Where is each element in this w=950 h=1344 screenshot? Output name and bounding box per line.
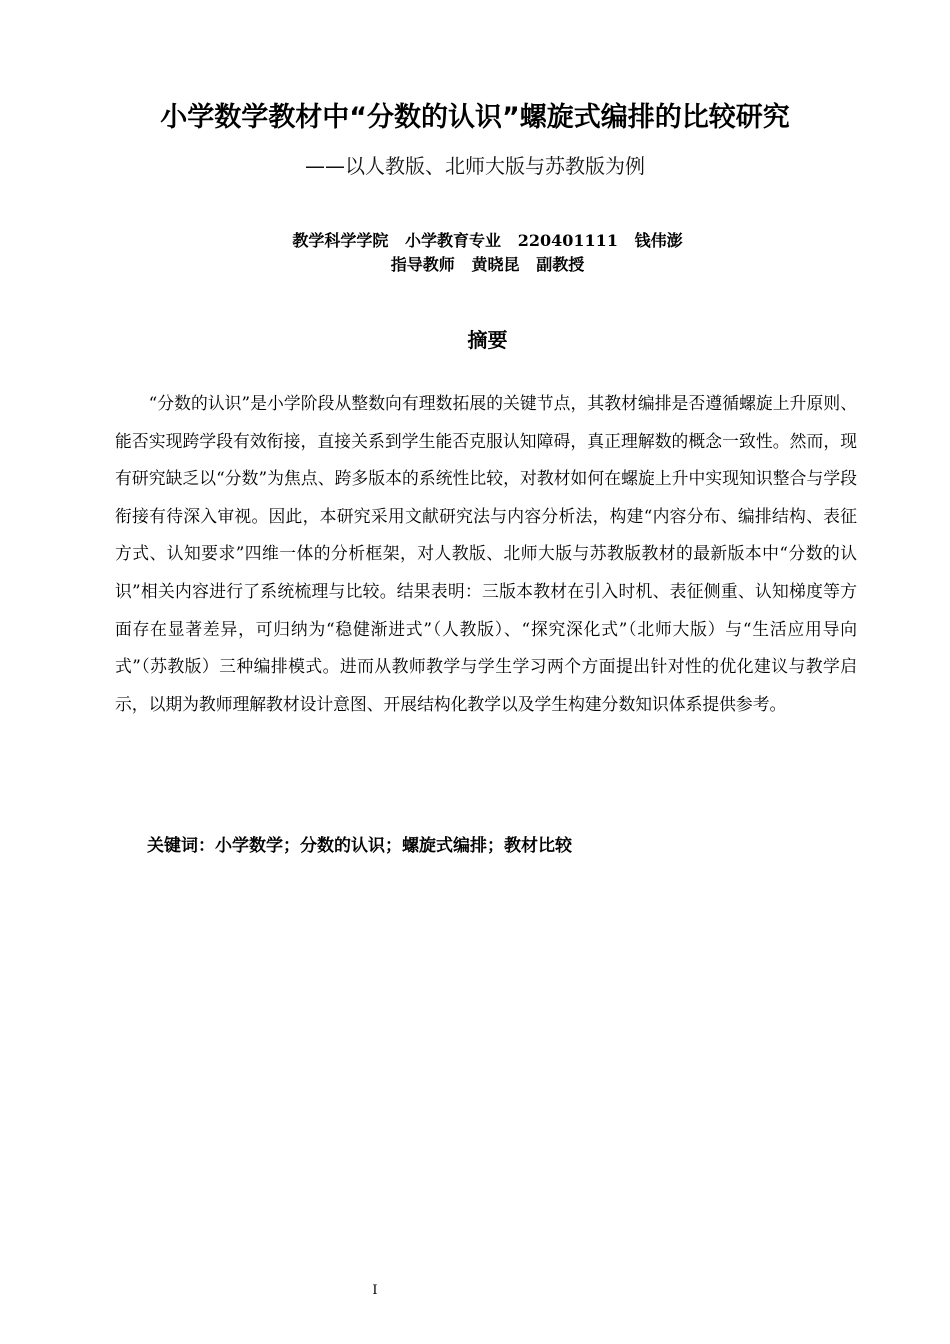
abstract-heading: 摘要: [467, 328, 508, 352]
paper-subtitle: ——以人教版、北师大版与苏教版为例: [305, 154, 645, 178]
keywords: 关键词：小学数学；分数的认识；螺旋式编排；教材比较: [147, 836, 572, 856]
advisor-info: 指导教师 黄晓昆 副教授: [390, 255, 585, 274]
abstract-body: “分数的认识”是小学阶段从整数向有理数拓展的关键节点，其教材编排是否遵循螺旋上升原则、能否实现跨学段有效衔接，直接关系到学生能否克服认知障碍，真正理解数的概念一致性。然而，现有研究缺乏以“分数”为焦点、跨多版本的系统性比较，对教材如何在螺旋上升中实现知识整合与学段衔接有待深入审视。因此，本研究采用文献研究法与内容分析法，构建“内容分布、编排结构、表征方式、认知要求”四维一体的分析框架，对人教版、北师大版与苏教版教材的最新版本中“分数的认识”相关内容进行了系统梳理与比较。结果表明：三版本教材在引入时机、表征侧重、认知梯度等方面存在显著差异，可归纳为“稳健渐进式”（人教版）、“探究深化式”（北师大版）与“生活应用导向式”（苏教版）三种编排模式。进而从教师教学与学生学习两个方面提出针对性的优化建议与教学启示，以期为教师理解教材设计意图、开展结构化教学以及学生构建分数知识体系提供参考。: [115, 393, 857, 714]
author-info: 教学科学学院 小学教育专业 220401111 钱伟澎: [292, 231, 683, 250]
paper-title: 小学数学教材中“分数的认识”螺旋式编排的比较研究: [160, 102, 790, 133]
page-number: I: [372, 1283, 378, 1298]
